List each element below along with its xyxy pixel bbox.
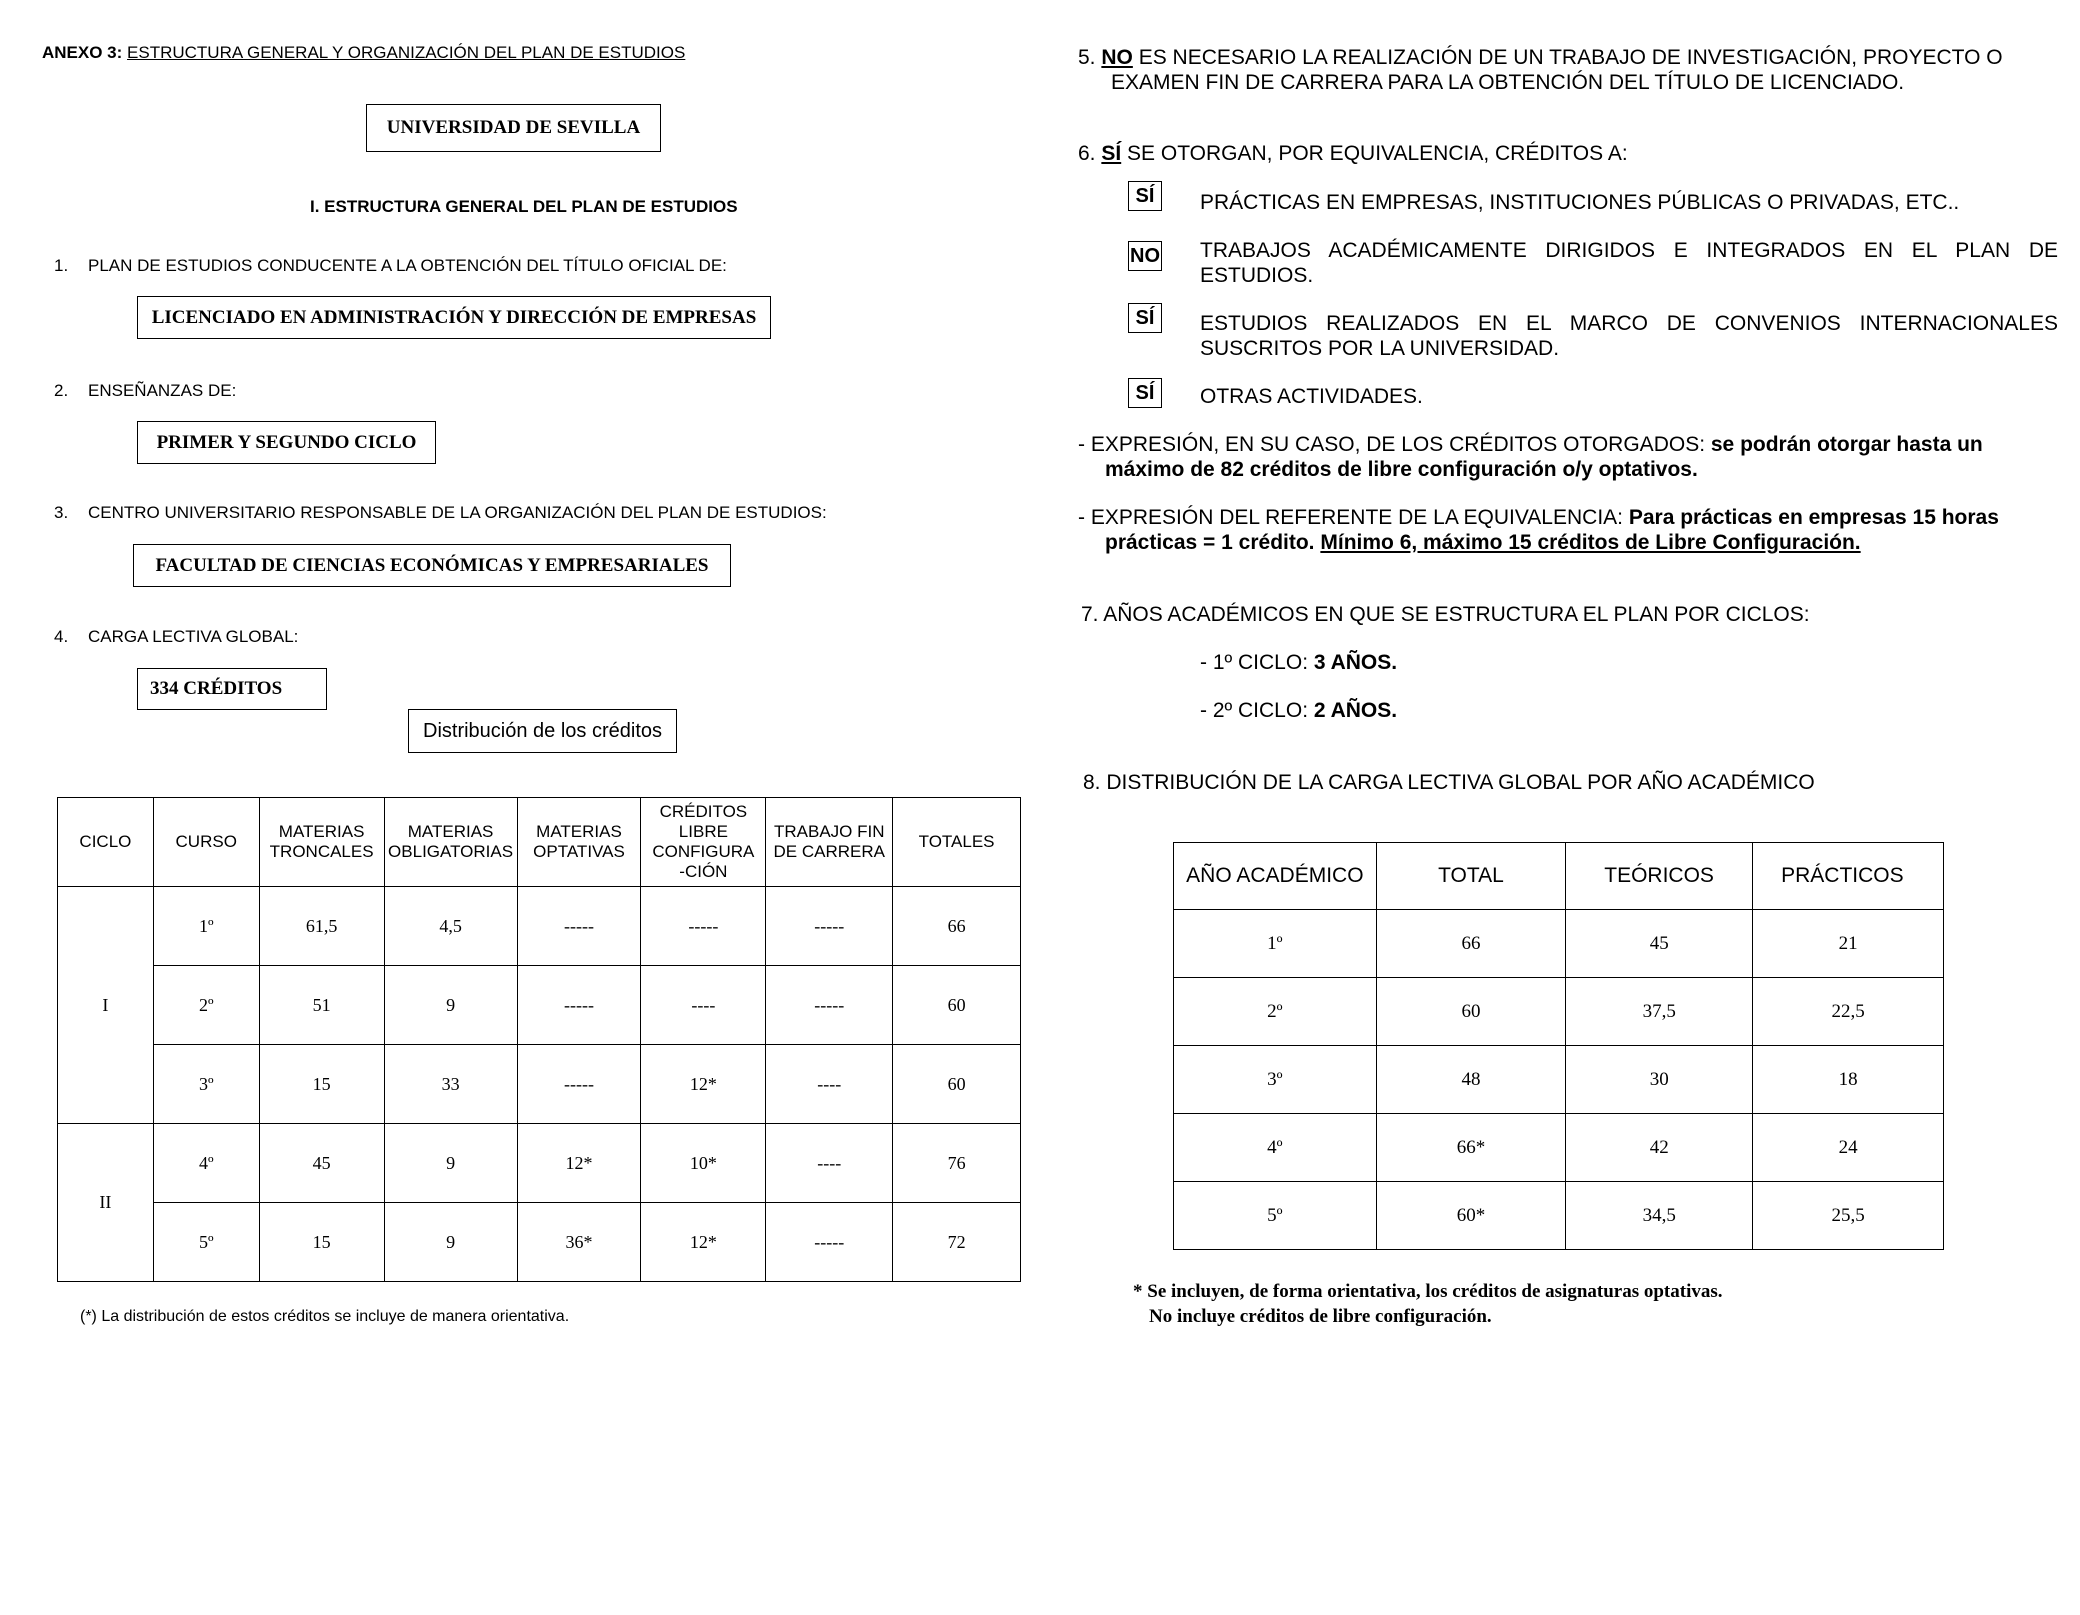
table-cell: 25,5: [1753, 1182, 1944, 1250]
table-row: [1174, 1046, 1944, 1114]
faculty-box: FACULTAD DE CIENCIAS ECONÓMICAS Y EMPRESARIALES: [133, 544, 731, 587]
degree-title-box: LICENCIADO EN ADMINISTRACIÓN Y DIRECCIÓN DE EMPRESAS: [137, 296, 771, 339]
bullet-text-cont: prácticas = 1 crédito.: [1105, 531, 1315, 554]
table-cell: 2º: [153, 966, 259, 1045]
cycle-cell: II: [58, 1124, 154, 1282]
annex-heading: [42, 43, 685, 63]
table-cell: 22,5: [1753, 978, 1944, 1046]
table-cell: -----: [766, 1203, 893, 1282]
table-cell: -----: [517, 966, 641, 1045]
item-7-number: 7.: [1081, 603, 1099, 626]
section-title: I. ESTRUCTURA GENERAL DEL PLAN DE ESTUDIOS: [310, 197, 738, 216]
cycle-2-label: - 2º CICLO:: [1200, 699, 1314, 722]
cycle-cell: I: [58, 887, 154, 1124]
table-cell: 12*: [641, 1045, 766, 1124]
bullet-text-cont: máximo de 82 créditos de libre configuración o/y optativos.: [1105, 458, 1698, 481]
item-2-text: ENSEÑANZAS DE:: [88, 381, 237, 400]
credits-distribution-table: [57, 797, 1021, 1282]
item-8-text: DISTRIBUCIÓN DE LA CARGA LECTIVA GLOBAL POR AÑO ACADÉMICO: [1106, 771, 1815, 794]
bullet-label: EXPRESIÓN DEL REFERENTE DE LA EQUIVALENCIA:: [1090, 506, 1623, 529]
item-1-number: 1.: [54, 256, 69, 275]
table-row: [58, 1045, 1021, 1124]
table-cell: -----: [766, 887, 893, 966]
item-6-number: 6.: [1078, 142, 1096, 165]
table-cell: ----: [641, 966, 766, 1045]
table-cell: 60: [893, 1045, 1021, 1124]
bullet-label: EXPRESIÓN, EN SU CASO, DE LOS CRÉDITOS OTORGADOS:: [1090, 433, 1706, 456]
table-cell: 3º: [1174, 1046, 1377, 1114]
table-row: [1174, 910, 1944, 978]
header-totales: TOTALES: [893, 798, 1021, 887]
item-1-text: PLAN DE ESTUDIOS CONDUCENTE A LA OBTENCIÓN DEL TÍTULO OFICIAL DE:: [88, 256, 727, 275]
item-2-number: 2.: [54, 381, 69, 400]
table-cell: 9: [384, 1203, 517, 1282]
bullet-dash: -: [1078, 506, 1085, 529]
annex-title: ESTRUCTURA GENERAL Y ORGANIZACIÓN DEL PLAN DE ESTUDIOS: [127, 43, 686, 62]
table-cell: 45: [1566, 910, 1753, 978]
table-cell: -----: [517, 1045, 641, 1124]
option-practicas: PRÁCTICAS EN EMPRESAS, INSTITUCIONES PÚBLICAS O PRIVADAS, ETC..: [1200, 191, 1960, 214]
table-cell: -----: [766, 966, 893, 1045]
item-4-text: CARGA LECTIVA GLOBAL:: [88, 627, 299, 646]
table-cell: 60*: [1376, 1182, 1566, 1250]
header-teoricos: TEÓRICOS: [1566, 843, 1753, 910]
credits-table-footnote: (*) La distribución de estos créditos se incluye de manera orientativa.: [80, 1308, 570, 1325]
table-cell: 45: [259, 1124, 384, 1203]
university-box: UNIVERSIDAD DE SEVILLA: [366, 104, 661, 152]
total-credits-box: 334 CRÉDITOS: [137, 668, 327, 710]
table-cell: 9: [384, 966, 517, 1045]
table-cell: 76: [893, 1124, 1021, 1203]
checkbox-convenios: SÍ: [1128, 303, 1162, 333]
table-cell: 37,5: [1566, 978, 1753, 1046]
header-practicos: PRÁCTICOS: [1753, 843, 1944, 910]
item-4: [54, 627, 298, 647]
table-cell: 2º: [1174, 978, 1377, 1046]
table-cell: 60: [1376, 978, 1566, 1046]
table-cell: 18: [1753, 1046, 1944, 1114]
cycle-2-years: [1200, 698, 1397, 723]
table-cell: 15: [259, 1203, 384, 1282]
table-cell: 34,5: [1566, 1182, 1753, 1250]
teaching-cycle-box: PRIMER Y SEGUNDO CICLO: [137, 421, 436, 464]
table-cell: 66: [893, 887, 1021, 966]
table-row: [1174, 1182, 1944, 1250]
item-3-number: 3.: [54, 503, 69, 522]
table-cell: 4º: [153, 1124, 259, 1203]
item-5-number: 5.: [1078, 46, 1096, 69]
table-cell: 10*: [641, 1124, 766, 1203]
header-total: TOTAL: [1376, 843, 1566, 910]
yearly-table-header-row: [1174, 843, 1944, 910]
item-1: [54, 256, 727, 276]
item-5: [1078, 45, 2058, 95]
cycle-1-value: 3 AÑOS.: [1313, 651, 1398, 674]
item-6-text: SE OTORGAN, POR EQUIVALENCIA, CRÉDITOS A:: [1121, 142, 1628, 165]
option-otras: OTRAS ACTIVIDADES.: [1200, 385, 1423, 408]
table-cell: 66*: [1376, 1114, 1566, 1182]
table-cell: ----: [766, 1124, 893, 1203]
table-cell: 33: [384, 1045, 517, 1124]
item-7: [1081, 602, 1810, 627]
table-cell: ----: [766, 1045, 893, 1124]
footnote-line-2: No incluye créditos de libre configuración.: [1149, 1306, 1492, 1327]
annex-label: ANEXO 3:: [42, 43, 123, 62]
option-convenios: ESTUDIOS REALIZADOS EN EL MARCO DE CONVENIOS INTERNACIONALES SUSCRITOS POR LA UNIVERSIDAD.: [1200, 312, 2058, 360]
table-cell: 4º: [1174, 1114, 1377, 1182]
item-3-text: CENTRO UNIVERSITARIO RESPONSABLE DE LA ORGANIZACIÓN DEL PLAN DE ESTUDIOS:: [88, 503, 827, 522]
yearly-load-table: [1173, 842, 1944, 1250]
table-row: [58, 966, 1021, 1045]
header-ciclo: CICLO: [58, 798, 154, 887]
table-cell: 42: [1566, 1114, 1753, 1182]
table-cell: 1º: [1174, 910, 1377, 978]
table-cell: 66: [1376, 910, 1566, 978]
table-cell: 4,5: [384, 887, 517, 966]
table-row: [58, 887, 1021, 966]
bullet-text: Para prácticas en empresas 15 horas: [1623, 506, 1999, 529]
table-cell: -----: [641, 887, 766, 966]
equivalence-bullet: [1078, 505, 2058, 555]
item-8-number: 8.: [1083, 771, 1101, 794]
table-cell: 36*: [517, 1203, 641, 1282]
cycle-2-value: 2 AÑOS.: [1313, 699, 1398, 722]
header-troncales: MATERIAS TRONCALES: [259, 798, 384, 887]
footnote-line-1: * Se incluyen, de forma orientativa, los créditos de asignaturas optativas.: [1133, 1281, 1723, 1302]
table-cell: 12*: [517, 1124, 641, 1203]
checkbox-practicas: SÍ: [1128, 181, 1162, 211]
header-libre-configuracion: CRÉDITOS LIBRE CONFIGURA -CIÓN: [641, 798, 766, 887]
header-obligatorias: MATERIAS OBLIGATORIAS: [384, 798, 517, 887]
item-6: [1078, 141, 1628, 166]
table-cell: 1º: [153, 887, 259, 966]
table-cell: 3º: [153, 1045, 259, 1124]
table-cell: 5º: [153, 1203, 259, 1282]
table-cell: 9: [384, 1124, 517, 1203]
checkbox-trabajos: NO: [1128, 241, 1162, 271]
item-5-line1: ES NECESARIO LA REALIZACIÓN DE UN TRABAJO DE INVESTIGACIÓN, PROYECTO O: [1132, 46, 2003, 69]
cycle-1-years: [1200, 650, 1397, 675]
table-cell: 48: [1376, 1046, 1566, 1114]
credits-distribution-label: Distribución de los créditos: [408, 709, 677, 753]
table-row: [58, 1203, 1021, 1282]
table-cell: 24: [1753, 1114, 1944, 1182]
table-cell: 5º: [1174, 1182, 1377, 1250]
table-cell: 30: [1566, 1046, 1753, 1114]
bullet-text: se podrán otorgar hasta un: [1705, 433, 1983, 456]
table-cell: 15: [259, 1045, 384, 1124]
header-ano-academico: AÑO ACADÉMICO: [1174, 843, 1377, 910]
bullet-underlined: Mínimo 6, máximo 15 créditos de Libre Configuración.: [1320, 531, 1861, 554]
yearly-table-footnote: [1133, 1279, 1723, 1329]
credits-table-header-row: [58, 798, 1021, 887]
item-3: [54, 503, 827, 523]
table-row: [58, 1124, 1021, 1203]
item-8: [1083, 770, 1815, 795]
credits-granted-bullet: [1078, 432, 2058, 482]
item-5-keyword: NO: [1101, 46, 1133, 69]
table-cell: -----: [517, 887, 641, 966]
table-cell: 60: [893, 966, 1021, 1045]
table-cell: 72: [893, 1203, 1021, 1282]
header-curso: CURSO: [153, 798, 259, 887]
table-row: [1174, 1114, 1944, 1182]
table-cell: 51: [259, 966, 384, 1045]
table-cell: 21: [1753, 910, 1944, 978]
checkbox-otras: SÍ: [1128, 378, 1162, 408]
table-cell: 61,5: [259, 887, 384, 966]
table-cell: 12*: [641, 1203, 766, 1282]
bullet-dash: -: [1078, 433, 1085, 456]
header-optativas: MATERIAS OPTATIVAS: [517, 798, 641, 887]
item-7-text: AÑOS ACADÉMICOS EN QUE SE ESTRUCTURA EL PLAN POR CICLOS:: [1103, 603, 1810, 626]
header-trabajo-fin: TRABAJO FIN DE CARRERA: [766, 798, 893, 887]
item-4-number: 4.: [54, 627, 69, 646]
item-5-line2: EXAMEN FIN DE CARRERA PARA LA OBTENCIÓN DEL TÍTULO DE LICENCIADO.: [1111, 71, 1905, 94]
item-6-keyword: SÍ: [1101, 142, 1122, 165]
table-row: [1174, 978, 1944, 1046]
item-2: [54, 381, 236, 401]
cycle-1-label: - 1º CICLO:: [1200, 651, 1314, 674]
option-trabajos: TRABAJOS ACADÉMICAMENTE DIRIGIDOS E INTEGRADOS EN EL PLAN DE ESTUDIOS.: [1200, 239, 2058, 287]
